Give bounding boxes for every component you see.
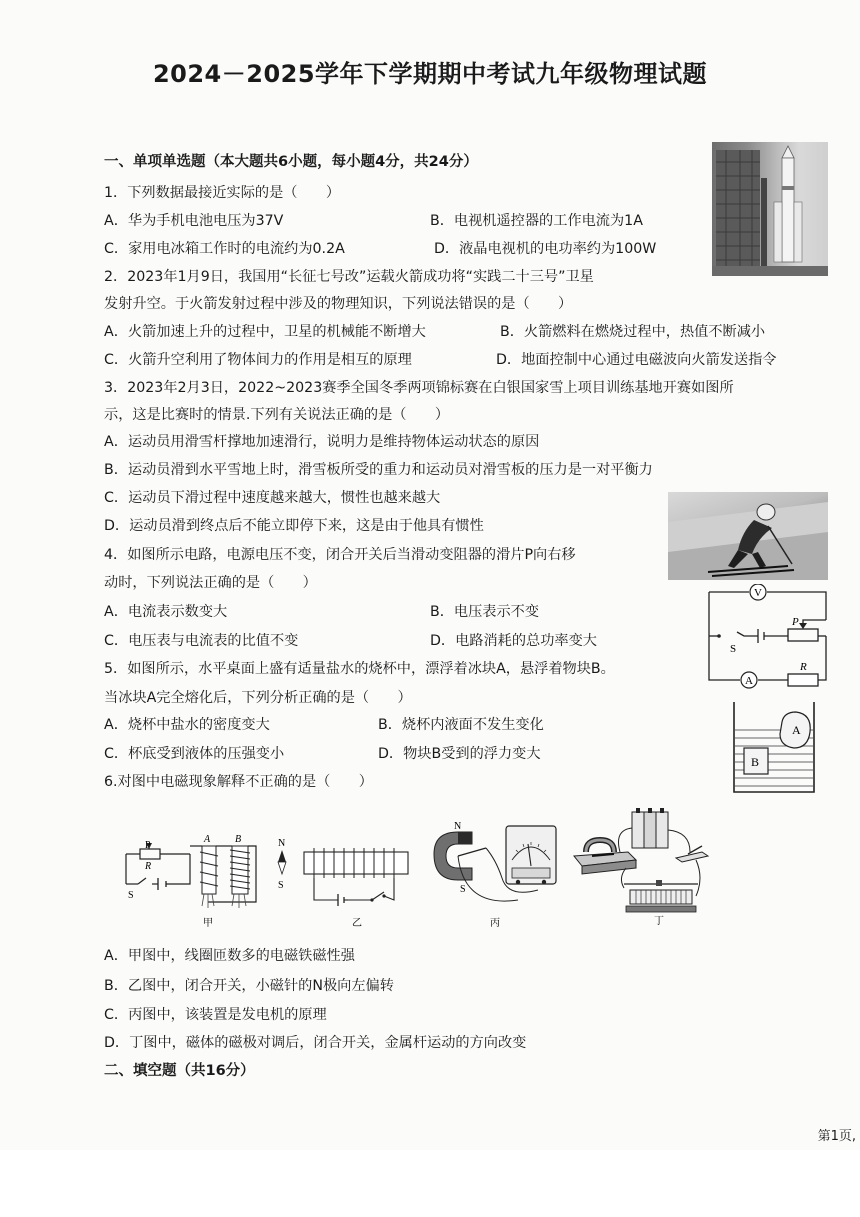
q2-option-b: B．火箭燃料在燃烧过程中，热值不断减小 bbox=[500, 324, 766, 340]
figure-yi-solenoid bbox=[272, 832, 417, 936]
circuit-voltmeter-label: V bbox=[754, 587, 762, 599]
fig-jia-slider-label: P bbox=[145, 840, 151, 851]
fig-yi-caption: 乙 bbox=[352, 918, 362, 929]
q6-stem: 6.对图中电磁现象解释不正确的是（ ） bbox=[104, 774, 373, 790]
q3-stem-line2: 示，这是比赛时的情景.下列有关说法正确的是（ ） bbox=[104, 407, 450, 423]
q6-option-a: A．甲图中，线圈匝数多的电磁铁磁性强 bbox=[104, 948, 355, 964]
q1-stem: 1．下列数据最接近实际的是（ ） bbox=[104, 185, 341, 201]
ice-block-label: A bbox=[792, 723, 801, 737]
compass-south-label: S bbox=[278, 880, 284, 891]
q2-option-d: D．地面控制中心通过电磁波向火箭发送指令 bbox=[496, 352, 777, 368]
fig-jia-resistor-label: R bbox=[145, 861, 152, 872]
fig-jia-coil-a-label: A bbox=[204, 834, 211, 845]
fig-ding-caption: 丁 bbox=[654, 916, 664, 927]
q2-stem-line2: 发射升空。于火箭发射过程中涉及的物理知识，下列说法错误的是（ ） bbox=[104, 296, 573, 312]
figure-ding-motor bbox=[570, 808, 730, 936]
q2-stem-line1: 2．2023年1月9日，我国用“长征七号改”运载火箭成功将“实践二十三号”卫星 bbox=[104, 269, 594, 285]
q4-stem-line2: 动时，下列说法正确的是（ ） bbox=[104, 575, 317, 591]
q6-option-d: D．丁图中，磁体的磁极对调后，闭合开关，金属杆运动的方向改变 bbox=[104, 1035, 527, 1051]
q2-option-c: C．火箭升空利用了物体间力的作用是相互的原理 bbox=[104, 352, 412, 368]
q5-option-d: D．物块B受到的浮力变大 bbox=[378, 746, 541, 762]
fig-jia-coil-b-label: B bbox=[235, 834, 242, 845]
fig-bing-caption: 丙 bbox=[490, 918, 500, 929]
q4-option-c: C．电压表与电流表的比值不变 bbox=[104, 633, 299, 649]
circuit-slider-label: P bbox=[792, 616, 799, 628]
q4-option-a: A．电流表示数变大 bbox=[104, 604, 228, 620]
page-title: 2024－2025学年下学期期中考试九年级物理试题 bbox=[152, 60, 708, 88]
q1-option-d: D．液晶电视机的电功率约为100W bbox=[434, 241, 657, 257]
circuit-switch-label: S bbox=[730, 643, 737, 655]
fig-jia-switch-label: S bbox=[128, 890, 134, 901]
q1-option-c: C．家用电冰箱工作时的电流约为0.2A bbox=[104, 241, 345, 257]
compass-north-label: N bbox=[278, 838, 286, 849]
q5-option-a: A．烧杯中盐水的密度变大 bbox=[104, 717, 270, 733]
q5-option-c: C．杯底受到液体的压强变小 bbox=[104, 746, 285, 762]
magnet-north-label: N bbox=[454, 821, 462, 832]
q5-stem-line1: 5．如图所示，水平桌面上盛有适量盐水的烧杯中，漂浮着冰块A，悬浮着物块B。 bbox=[104, 661, 615, 677]
page-number: 第1页, bbox=[817, 1129, 856, 1144]
object-b-label: B bbox=[751, 755, 760, 769]
q1-option-a: A．华为手机电池电压为37V bbox=[104, 213, 284, 229]
q3-option-b: B．运动员滑到水平雪地上时，滑雪板所受的重力和运动员对滑雪板的压力是一对平衡力 bbox=[104, 462, 653, 478]
q1-option-b: B．电视机遥控器的工作电流为1A bbox=[430, 213, 643, 229]
circuit-ammeter-label: A bbox=[745, 675, 753, 687]
q4-option-b: B．电压表示不变 bbox=[430, 604, 540, 620]
q2-option-a: A．火箭加速上升的过程中，卫星的机械能不断增大 bbox=[104, 324, 426, 340]
q4-option-d: D．电路消耗的总功率变大 bbox=[430, 633, 597, 649]
figure-bing-generator bbox=[428, 820, 563, 936]
section-1-heading: 一、单项单选题（本大题共6小题，每小题4分，共24分） bbox=[104, 154, 478, 170]
beaker-diagram-q5 bbox=[728, 700, 820, 800]
rocket-launch-photo bbox=[712, 142, 828, 276]
skier-photo bbox=[668, 492, 828, 580]
magnet-south-label: S bbox=[460, 884, 466, 895]
q3-stem-line1: 3．2023年2月3日，2022~2023赛季全国冬季两项锦标赛在白银国家雪上项目训练基地开赛如图所 bbox=[104, 380, 734, 396]
q3-option-c: C．运动员下滑过程中速度越来越大，惯性也越来越大 bbox=[104, 490, 441, 506]
circuit-diagram-q4 bbox=[704, 584, 834, 694]
q3-option-a: A．运动员用滑雪杆撑地加速滑行，说明力是维持物体运动状态的原因 bbox=[104, 434, 540, 450]
q3-option-d: D．运动员滑到终点后不能立即停下来，这是由于他具有惯性 bbox=[104, 518, 484, 534]
q4-stem-line1: 4．如图所示电路，电源电压不变，闭合开关后当滑动变阻器的滑片P向右移 bbox=[104, 547, 576, 563]
bottom-margin bbox=[0, 1150, 860, 1217]
section-2-heading: 二、填空题（共16分） bbox=[104, 1063, 255, 1079]
fig-jia-caption: 甲 bbox=[203, 918, 213, 929]
q6-option-c: C．丙图中，该装置是发电机的原理 bbox=[104, 1007, 327, 1023]
q5-stem-line2: 当冰块A完全熔化后，下列分析正确的是（ ） bbox=[104, 690, 412, 706]
q5-option-b: B．烧杯内液面不发生变化 bbox=[378, 717, 544, 733]
figure-jia-electromagnets bbox=[118, 832, 268, 936]
circuit-resistor-label: R bbox=[800, 661, 807, 673]
q6-option-b: B．乙图中，闭合开关，小磁针的N极向左偏转 bbox=[104, 978, 394, 994]
